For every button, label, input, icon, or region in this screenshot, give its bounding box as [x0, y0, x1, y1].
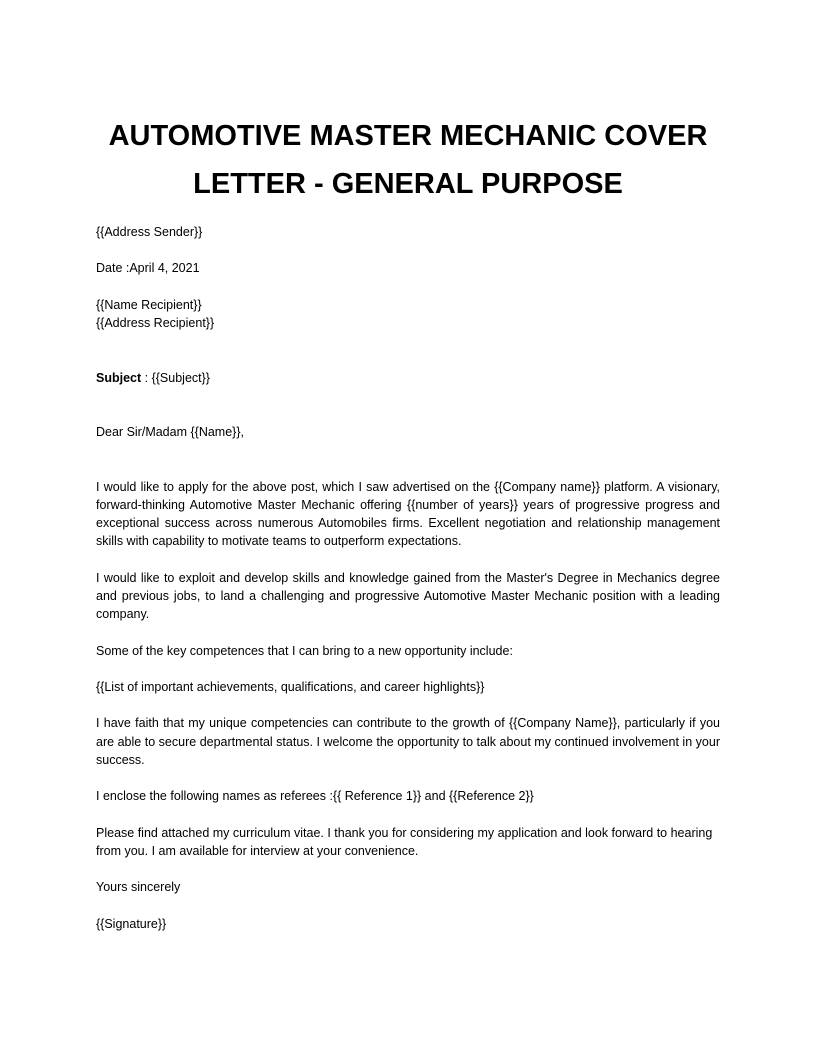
- paragraph-goals: I would like to exploit and develop skills and knowledge gained from the Master's Degree in Mechanics degree and previous jobs, to land a challenging and progressive Automotive Master Mechanic position with a leading company.: [96, 570, 720, 622]
- letter-body: [96, 223, 720, 933]
- paragraph-referees: I enclose the following names as referees :{{ Reference 1}} and {{Reference 2}}: [96, 789, 534, 804]
- sender-address: {{Address Sender}}: [96, 225, 203, 239]
- paragraph-intro: I would like to apply for the above post, which I saw advertised on the {{Company name}} platform. A visionary, forward-thinking Automotive Master Mechanic offering {{number of years}} years of progressive progress and exceptional success across numerous Automobiles firms. Excellent negotiation and relationship management skills with capability to motivate teams to outperform expectations.: [96, 479, 720, 549]
- recipient-address: {{Address Recipient}}: [96, 315, 215, 330]
- paragraph-competences: Some of the key competences that I can bring to a new opportunity include:: [96, 643, 513, 658]
- paragraph-attachment: Please find attached my curriculum vitae. I thank you for considering my application and look forward to hearing from you. I am available for interview at your convenience.: [96, 825, 713, 858]
- document-title: [60, 112, 756, 208]
- paragraph-faith: I have faith that my unique competencies can contribute to the growth of {{Company Name}}, particularly if you are able to secure departmental status. I welcome the opportunity to talk about my continued involvement in your success.: [96, 716, 720, 767]
- signature: {{Signature}}: [96, 916, 167, 931]
- closing: Yours sincerely: [96, 880, 181, 895]
- subject-line: [96, 369, 720, 387]
- title-line-1: AUTOMOTIVE MASTER MECHANIC COVER: [108, 120, 708, 152]
- title-line-2: LETTER - GENERAL PURPOSE: [193, 168, 623, 200]
- subject-value: : {{Subject}}: [141, 370, 210, 385]
- subject-label: Subject: [96, 370, 142, 385]
- recipient-name: {{Name Recipient}}: [96, 297, 202, 312]
- letter-date: Date :April 4, 2021: [96, 261, 200, 276]
- paragraph-achievements: {{List of important achievements, qualifications, and career highlights}}: [96, 679, 485, 694]
- salutation: Dear Sir/Madam {{Name}},: [96, 425, 244, 440]
